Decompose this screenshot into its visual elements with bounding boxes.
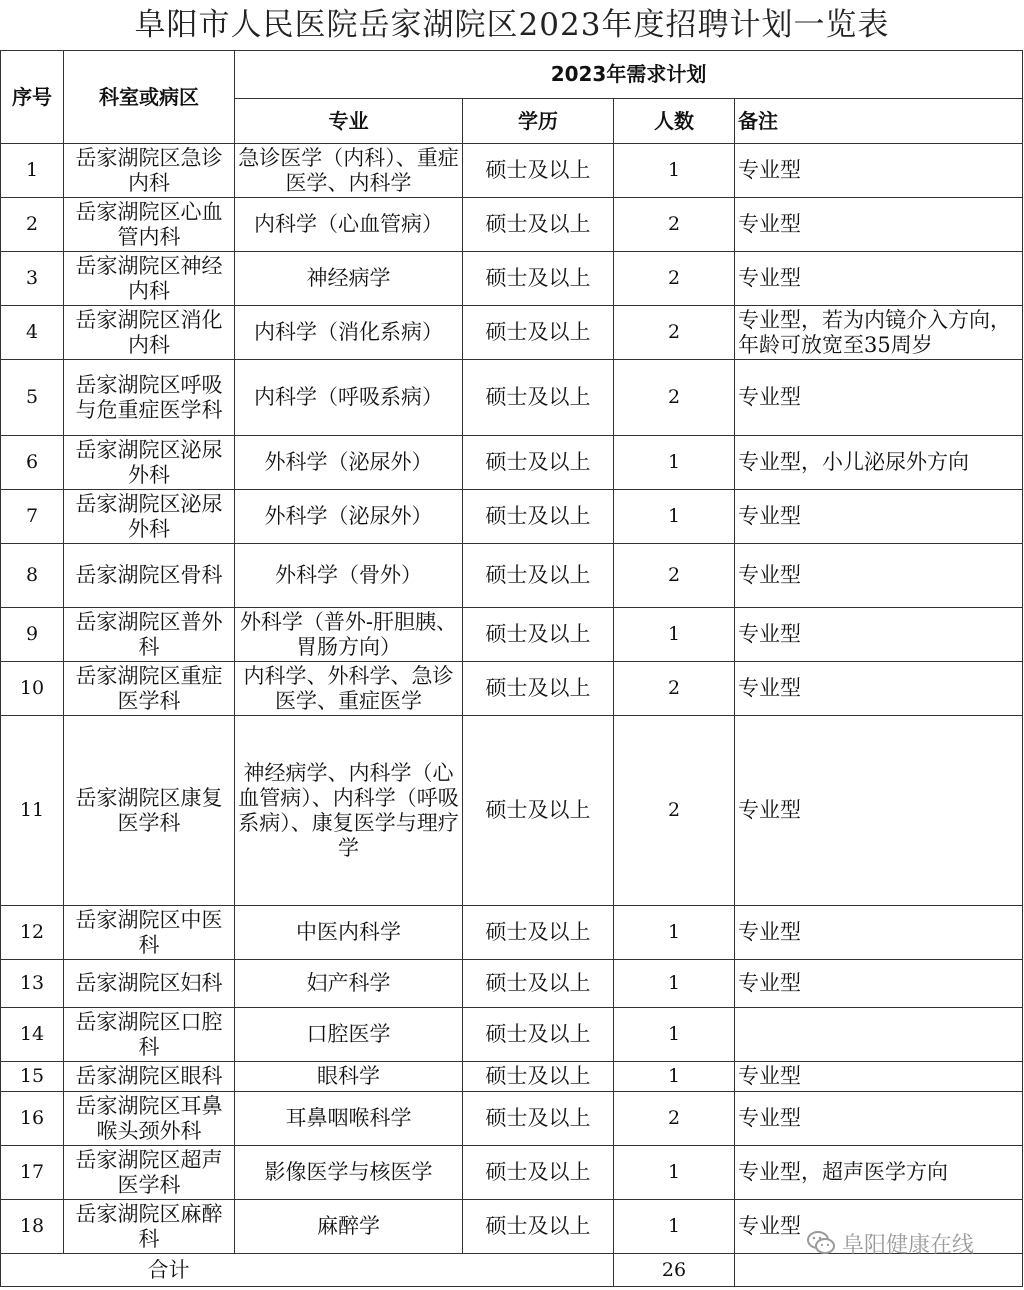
- row-education: 硕士及以上: [463, 608, 614, 662]
- table-row: [1, 960, 1023, 1008]
- page-title: 阜阳市人民医院岳家湖院区2023年度招聘计划一览表: [134, 7, 890, 43]
- row-index: 10: [1, 662, 64, 716]
- row-major: 外科学（骨外）: [235, 544, 463, 608]
- header-plan: 2023年需求计划: [235, 51, 1023, 99]
- row-note: 专业型，若为内镜介入方向，年龄可放宽至35周岁: [735, 306, 1023, 360]
- row-count: 1: [614, 1008, 735, 1062]
- header-department: 科室或病区: [64, 51, 235, 144]
- row-department: 岳家湖院区神经内科: [64, 252, 235, 306]
- row-count: 2: [614, 662, 735, 716]
- row-note: 专业型: [735, 662, 1023, 716]
- row-index: 17: [1, 1146, 64, 1200]
- row-major: 外科学（泌尿外）: [235, 436, 463, 490]
- table-row: [1, 544, 1023, 608]
- table-row: [1, 1092, 1023, 1146]
- row-count: 2: [614, 198, 735, 252]
- row-note: 专业型，小儿泌尿外方向: [735, 436, 1023, 490]
- row-department: 岳家湖院区康复医学科: [64, 716, 235, 906]
- row-count: 1: [614, 1146, 735, 1200]
- row-major: 内科学（消化系病）: [235, 306, 463, 360]
- table-row: [1, 436, 1023, 490]
- table-row: [1, 252, 1023, 306]
- row-major: 麻醉学: [235, 1200, 463, 1254]
- row-count: 1: [614, 906, 735, 960]
- row-note: [735, 1008, 1023, 1062]
- row-index: 7: [1, 490, 64, 544]
- row-note: 专业型: [735, 960, 1023, 1008]
- table-row: [1, 662, 1023, 716]
- row-education: 硕士及以上: [463, 716, 614, 906]
- row-education: 硕士及以上: [463, 960, 614, 1008]
- row-education: 硕士及以上: [463, 1200, 614, 1254]
- row-department: 岳家湖院区麻醉科: [64, 1200, 235, 1254]
- row-department: 岳家湖院区超声医学科: [64, 1146, 235, 1200]
- row-index: 16: [1, 1092, 64, 1146]
- row-education: 硕士及以上: [463, 360, 614, 436]
- row-count: 1: [614, 960, 735, 1008]
- table-row: [1, 1008, 1023, 1062]
- row-count: 1: [614, 436, 735, 490]
- row-major: 妇产科学: [235, 960, 463, 1008]
- row-index: 12: [1, 906, 64, 960]
- row-education: 硕士及以上: [463, 1146, 614, 1200]
- table-row: [1, 144, 1023, 198]
- header-count: 人数: [614, 99, 735, 144]
- row-note: 专业型: [735, 1200, 1023, 1254]
- watermark: [806, 1226, 974, 1260]
- row-department: 岳家湖院区妇科: [64, 960, 235, 1008]
- header-note: 备注: [735, 99, 1023, 144]
- row-department: 岳家湖院区心血管内科: [64, 198, 235, 252]
- table-row: [1, 490, 1023, 544]
- row-note: 专业型，超声医学方向: [735, 1146, 1023, 1200]
- row-major: 耳鼻咽喉科学: [235, 1092, 463, 1146]
- row-index: 5: [1, 360, 64, 436]
- wechat-icon: [806, 1230, 836, 1256]
- table-row: [1, 906, 1023, 960]
- row-major: 眼科学: [235, 1062, 463, 1092]
- row-education: 硕士及以上: [463, 544, 614, 608]
- row-education: 硕士及以上: [463, 1092, 614, 1146]
- total-label: 合计: [1, 1254, 614, 1287]
- row-education: 硕士及以上: [463, 1062, 614, 1092]
- row-department: 岳家湖院区眼科: [64, 1062, 235, 1092]
- row-count: 2: [614, 716, 735, 906]
- row-index: 4: [1, 306, 64, 360]
- row-major: 中医内科学: [235, 906, 463, 960]
- table-row: [1, 306, 1023, 360]
- row-note: 专业型: [735, 716, 1023, 906]
- table-row: [1, 360, 1023, 436]
- row-department: 岳家湖院区消化内科: [64, 306, 235, 360]
- row-major: 内科学（呼吸系病）: [235, 360, 463, 436]
- row-index: 3: [1, 252, 64, 306]
- row-count: 1: [614, 1062, 735, 1092]
- row-major: 内科学（心血管病）: [235, 198, 463, 252]
- row-index: 18: [1, 1200, 64, 1254]
- row-note: 专业型: [735, 1062, 1023, 1092]
- row-note: 专业型: [735, 360, 1023, 436]
- watermark-text: 阜阳健康在线: [842, 1232, 975, 1258]
- row-department: 岳家湖院区中医科: [64, 906, 235, 960]
- row-department: 岳家湖院区耳鼻喉头颈外科: [64, 1092, 235, 1146]
- row-department: 岳家湖院区急诊内科: [64, 144, 235, 198]
- recruitment-table: [0, 50, 1023, 1287]
- row-major: 外科学（泌尿外）: [235, 490, 463, 544]
- row-education: 硕士及以上: [463, 198, 614, 252]
- row-index: 15: [1, 1062, 64, 1092]
- row-department: 岳家湖院区泌尿外科: [64, 436, 235, 490]
- row-major: 外科学（普外-肝胆胰、胃肠方向）: [235, 608, 463, 662]
- row-note: 专业型: [735, 198, 1023, 252]
- table-row: [1, 1146, 1023, 1200]
- row-department: 岳家湖院区呼吸与危重症医学科: [64, 360, 235, 436]
- row-index: 1: [1, 144, 64, 198]
- header-index: 序号: [1, 51, 64, 144]
- row-note: 专业型: [735, 252, 1023, 306]
- row-education: 硕士及以上: [463, 144, 614, 198]
- row-education: 硕士及以上: [463, 906, 614, 960]
- row-count: 2: [614, 252, 735, 306]
- row-education: 硕士及以上: [463, 1008, 614, 1062]
- header-education: 学历: [463, 99, 614, 144]
- row-count: 1: [614, 1200, 735, 1254]
- row-index: 11: [1, 716, 64, 906]
- row-note: 专业型: [735, 906, 1023, 960]
- row-count: 1: [614, 608, 735, 662]
- row-index: 8: [1, 544, 64, 608]
- table-row: [1, 1062, 1023, 1092]
- row-count: 2: [614, 360, 735, 436]
- row-department: 岳家湖院区泌尿外科: [64, 490, 235, 544]
- row-note: 专业型: [735, 544, 1023, 608]
- row-index: 9: [1, 608, 64, 662]
- row-index: 13: [1, 960, 64, 1008]
- row-education: 硕士及以上: [463, 662, 614, 716]
- row-education: 硕士及以上: [463, 490, 614, 544]
- row-department: 岳家湖院区口腔科: [64, 1008, 235, 1062]
- row-count: 2: [614, 544, 735, 608]
- row-department: 岳家湖院区骨科: [64, 544, 235, 608]
- row-note: 专业型: [735, 1092, 1023, 1146]
- row-education: 硕士及以上: [463, 252, 614, 306]
- row-count: 2: [614, 306, 735, 360]
- row-major: 急诊医学（内科）、重症医学、内科学: [235, 144, 463, 198]
- table-row: [1, 608, 1023, 662]
- row-major: 神经病学: [235, 252, 463, 306]
- row-department: 岳家湖院区普外科: [64, 608, 235, 662]
- row-index: 2: [1, 198, 64, 252]
- row-major: 神经病学、内科学（心血管病）、内科学（呼吸系病）、康复医学与理疗学: [235, 716, 463, 906]
- header-major: 专业: [235, 99, 463, 144]
- row-count: 1: [614, 144, 735, 198]
- total-count: 26: [614, 1254, 735, 1287]
- row-major: 内科学、外科学、急诊医学、重症医学: [235, 662, 463, 716]
- row-count: 1: [614, 490, 735, 544]
- row-index: 14: [1, 1008, 64, 1062]
- row-count: 2: [614, 1092, 735, 1146]
- table-row: [1, 198, 1023, 252]
- row-note: 专业型: [735, 490, 1023, 544]
- row-education: 硕士及以上: [463, 436, 614, 490]
- table-row: [1, 716, 1023, 906]
- row-index: 6: [1, 436, 64, 490]
- row-major: 影像医学与核医学: [235, 1146, 463, 1200]
- row-department: 岳家湖院区重症医学科: [64, 662, 235, 716]
- row-major: 口腔医学: [235, 1008, 463, 1062]
- row-education: 硕士及以上: [463, 306, 614, 360]
- row-note: 专业型: [735, 608, 1023, 662]
- row-note: 专业型: [735, 144, 1023, 198]
